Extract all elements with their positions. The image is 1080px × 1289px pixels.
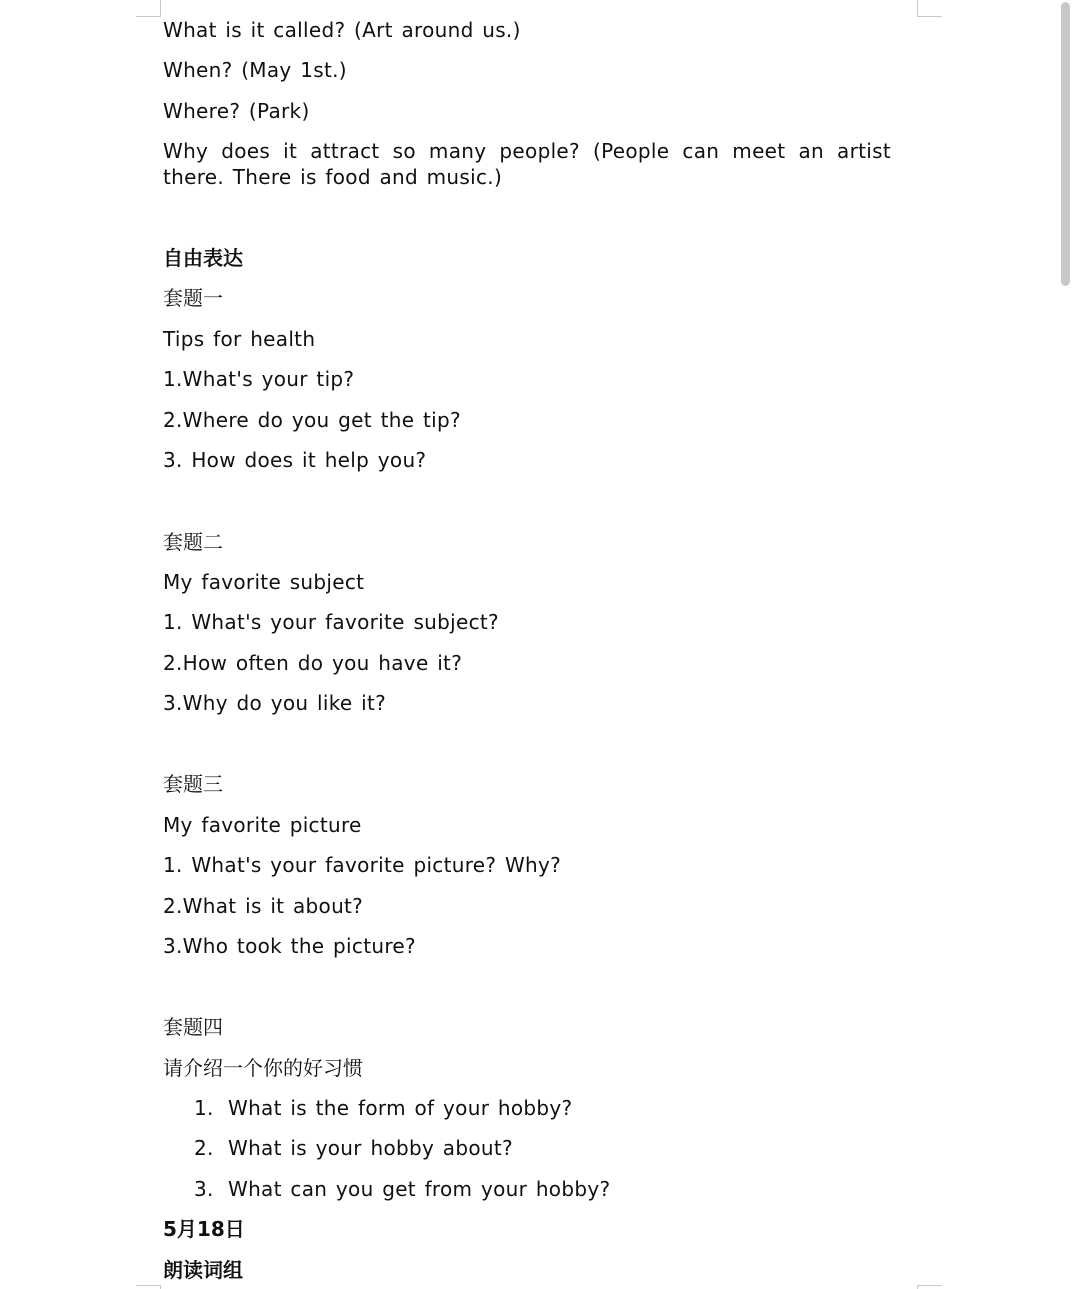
- intro-question-when: When? (May 1st.): [163, 58, 347, 82]
- set2-question: 1. What's your favorite subject?: [163, 610, 499, 634]
- set4-item-number: 2.: [194, 1136, 214, 1160]
- set1-title: Tips for health: [163, 327, 316, 351]
- set1-question: 1.What's your tip?: [163, 367, 355, 391]
- crop-mark-top-left: [136, 0, 161, 17]
- crop-mark-bottom-right: [917, 1285, 942, 1289]
- set4-item-text: What can you get from your hobby?: [228, 1177, 611, 1201]
- set4-title: 请介绍一个你的好习惯: [163, 1056, 363, 1080]
- set2-question: 3.Why do you like it?: [163, 691, 387, 715]
- set4-item-number: 3.: [194, 1177, 214, 1201]
- section-heading: 自由表达: [163, 246, 243, 270]
- reading-heading: 朗读词组: [163, 1258, 243, 1282]
- set3-title: My favorite picture: [163, 813, 362, 837]
- set4-item-text: What is your hobby about?: [228, 1136, 513, 1160]
- set2-label: 套题二: [163, 530, 223, 554]
- intro-question-name: What is it called? (Art around us.): [163, 18, 521, 42]
- set1-label: 套题一: [163, 286, 223, 310]
- set2-title: My favorite subject: [163, 570, 365, 594]
- crop-mark-bottom-left: [136, 1285, 161, 1289]
- intro-question-why: Why does it attract so many people? (People can meet an artist there. There is food and music.): [163, 139, 891, 189]
- set3-question: 1. What's your favorite picture? Why?: [163, 853, 562, 877]
- intro-question-where: Where? (Park): [163, 99, 310, 123]
- set2-question: 2.How often do you have it?: [163, 651, 463, 675]
- set1-question: 3. How does it help you?: [163, 448, 427, 472]
- scrollbar-thumb[interactable]: [1061, 2, 1070, 286]
- set1-question: 2.Where do you get the tip?: [163, 408, 461, 432]
- crop-mark-top-right: [917, 0, 942, 17]
- set4-item-text: What is the form of your hobby?: [228, 1096, 573, 1120]
- set4-item-number: 1.: [194, 1096, 214, 1120]
- set3-question: 3.Who took the picture?: [163, 934, 416, 958]
- set3-label: 套题三: [163, 772, 223, 796]
- date-heading: 5月18日: [163, 1217, 245, 1241]
- set4-label: 套题四: [163, 1015, 223, 1039]
- set3-question: 2.What is it about?: [163, 894, 364, 918]
